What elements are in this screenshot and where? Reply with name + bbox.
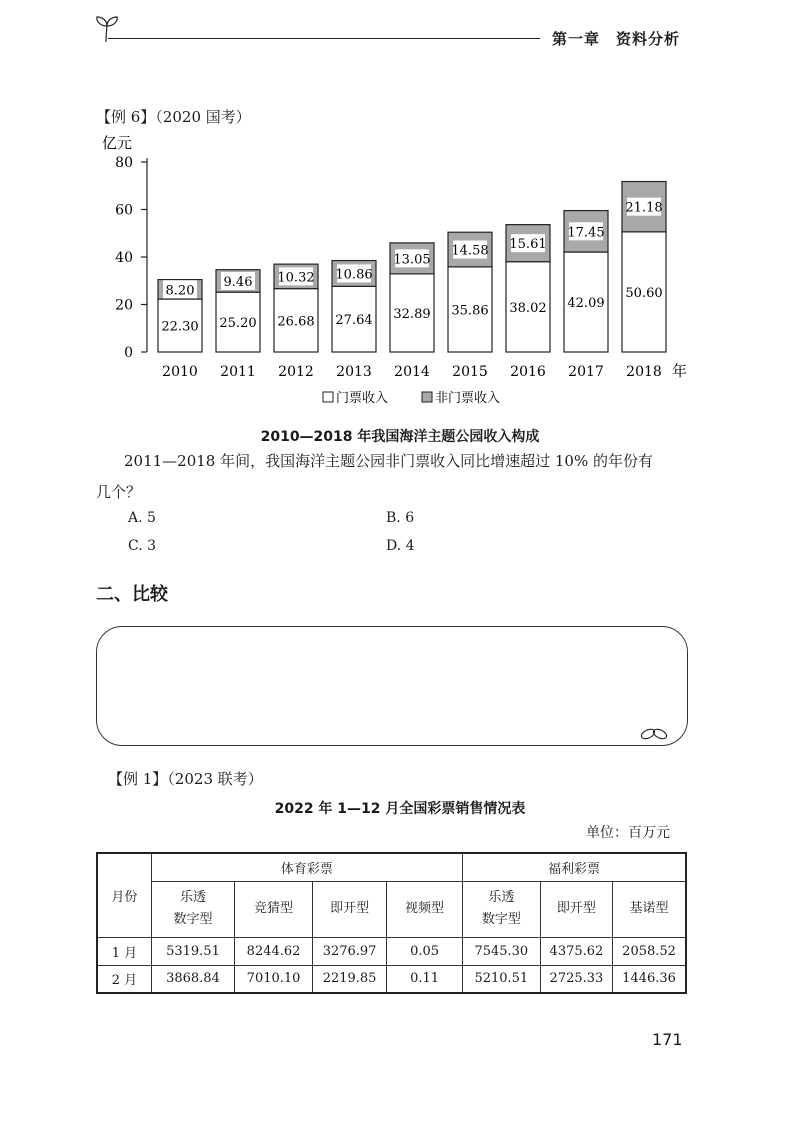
column-header: 乐透 数字型 (462, 881, 540, 937)
data-label-ticket: 22.30 (161, 319, 199, 335)
legend-swatch-non-ticket (422, 392, 432, 402)
option-c: C. 3 (128, 538, 157, 554)
chapter-title: 第一章 资料分析 (552, 30, 681, 48)
data-label-non-ticket: 17.45 (567, 225, 605, 241)
x-tick-label: 2012 (278, 364, 314, 380)
x-tick-label: 2011 (220, 364, 256, 380)
column-header: 基诺型 (613, 881, 686, 937)
y-tick-label: 20 (115, 297, 133, 314)
column-header: 视频型 (387, 881, 463, 937)
x-tick-label: 2013 (336, 364, 372, 380)
value-cell: 2725.33 (540, 965, 612, 993)
column-header: 竞猜型 (235, 881, 313, 937)
column-header: 即开型 (540, 881, 612, 937)
data-label-ticket: 50.60 (625, 285, 663, 301)
data-label-ticket: 35.86 (451, 303, 489, 319)
data-label-ticket: 27.64 (335, 313, 373, 329)
sports-lottery-header: 体育彩票 (151, 853, 462, 881)
question-text-line1: 2011—2018 年间，我国海洋主题公园非门票收入同比增速超过 10% 的年份有 (124, 452, 653, 470)
data-label-ticket: 25.20 (219, 316, 257, 332)
value-cell: 2219.85 (312, 965, 386, 993)
value-cell: 1446.36 (613, 965, 686, 993)
value-cell: 5210.51 (462, 965, 540, 993)
option-d: D. 4 (386, 538, 415, 554)
y-axis-label: 亿元 (102, 134, 133, 152)
option-a: A. 5 (128, 510, 156, 526)
month-header: 月份 (97, 853, 151, 937)
data-label-ticket: 42.09 (567, 296, 605, 312)
value-cell: 4375.62 (540, 937, 612, 965)
table-row (97, 937, 686, 965)
option-b: B. 6 (386, 510, 415, 526)
legend-swatch-ticket (323, 392, 333, 402)
value-cell: 7010.10 (235, 965, 313, 993)
y-tick-label: 80 (115, 155, 133, 171)
table-title: 2022 年 1—12 月全国彩票销售情况表 (274, 801, 526, 817)
x-tick-label: 2010 (162, 364, 198, 380)
data-label-ticket: 38.02 (509, 300, 547, 316)
y-tick-label: 0 (124, 345, 133, 361)
data-label-non-ticket: 13.05 (393, 252, 431, 268)
x-tick-label: 2016 (510, 364, 546, 380)
legend-label-ticket: 门票收入 (336, 391, 389, 406)
month-cell: 1 月 (97, 937, 151, 965)
data-label-non-ticket: 10.86 (335, 267, 373, 283)
sprout-icon (92, 14, 122, 44)
question-text-line2: 几个？ (96, 483, 142, 501)
data-label-non-ticket: 9.46 (223, 274, 253, 290)
legend-label-non-ticket: 非门票收入 (435, 391, 501, 406)
value-cell: 3868.84 (151, 965, 234, 993)
value-cell: 2058.52 (613, 937, 686, 965)
value-cell: 0.11 (387, 965, 463, 993)
data-label-ticket: 32.89 (393, 306, 431, 322)
y-tick-label: 60 (115, 202, 133, 219)
data-label-non-ticket: 14.58 (451, 243, 489, 259)
notes-box (96, 626, 688, 746)
value-cell: 8244.62 (235, 937, 313, 965)
chart-caption: 2010—2018 年我国海洋主题公园收入构成 (260, 429, 540, 445)
section-title: 二、比较 (96, 584, 168, 605)
x-tick-label: 2015 (452, 364, 488, 380)
x-tick-label: 2018 (626, 364, 662, 380)
month-cell: 2 月 (97, 965, 151, 993)
x-axis-unit-label: 年 (672, 362, 688, 380)
welfare-lottery-header: 福利彩票 (462, 853, 686, 881)
x-tick-label: 2017 (568, 364, 604, 380)
table-row (97, 965, 686, 993)
table-unit: 单位：百万元 (586, 825, 670, 841)
lottery-sales-table (96, 852, 687, 994)
y-tick-label: 40 (115, 250, 133, 266)
example1-label: 【例 1】（2023 联考） (108, 770, 263, 788)
value-cell: 0.05 (387, 937, 463, 965)
data-label-non-ticket: 10.32 (277, 270, 315, 286)
value-cell: 3276.97 (312, 937, 386, 965)
page-number: 171 (652, 1030, 683, 1049)
leaf-ornament-icon (640, 726, 668, 742)
x-tick-label: 2014 (394, 364, 430, 380)
value-cell: 7545.30 (462, 937, 540, 965)
revenue-stacked-bar-chart (90, 130, 700, 420)
value-cell: 5319.51 (151, 937, 234, 965)
column-header: 乐透 数字型 (151, 881, 234, 937)
data-label-non-ticket: 8.20 (165, 283, 195, 299)
column-header: 即开型 (312, 881, 386, 937)
data-label-non-ticket: 21.18 (625, 200, 663, 216)
data-label-ticket: 26.68 (277, 314, 315, 330)
example6-label: 【例 6】（2020 国考） (96, 108, 251, 126)
data-label-non-ticket: 15.61 (509, 237, 547, 253)
header-rule (108, 38, 540, 39)
